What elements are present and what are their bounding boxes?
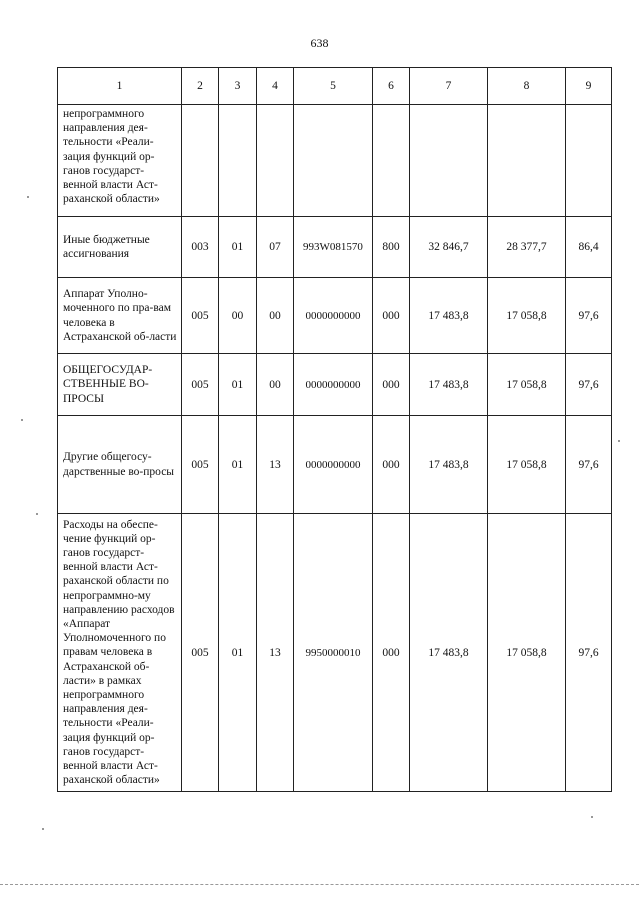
header-col-7: 7 xyxy=(410,68,488,105)
table-row xyxy=(58,416,612,514)
table-row xyxy=(58,217,612,278)
cell-target-code: 0000000000 xyxy=(294,278,373,354)
cell-actual: 28 377,7 xyxy=(488,217,566,278)
row-name: ОБЩЕГОСУДАР-СТВЕННЫЕ ВО-ПРОСЫ xyxy=(58,354,182,416)
header-row xyxy=(58,68,612,105)
cell-admin: 003 xyxy=(182,217,219,278)
cell-admin: 005 xyxy=(182,416,219,514)
scan-speck xyxy=(591,816,593,818)
cell-subsection: 07 xyxy=(257,217,294,278)
page-number: 638 xyxy=(310,36,329,50)
table-row xyxy=(58,105,612,217)
cell-admin: 005 xyxy=(182,278,219,354)
table-row xyxy=(58,354,612,416)
cell-expense-type: 000 xyxy=(373,514,410,792)
header-col-4: 4 xyxy=(257,68,294,105)
row-name: Иные бюджетные ассигнования xyxy=(58,217,182,278)
header-col-9: 9 xyxy=(566,68,612,105)
header-col-2: 2 xyxy=(182,68,219,105)
cell-target-code: 9950000010 xyxy=(294,514,373,792)
header-col-8: 8 xyxy=(488,68,566,105)
cell-admin xyxy=(182,105,219,217)
cell-percent: 97,6 xyxy=(566,416,612,514)
cell-subsection: 00 xyxy=(257,354,294,416)
cell-section: 01 xyxy=(219,416,257,514)
cell-actual: 17 058,8 xyxy=(488,416,566,514)
header-col-1: 1 xyxy=(58,68,182,105)
cell-expense-type: 800 xyxy=(373,217,410,278)
scan-speck xyxy=(27,196,29,198)
cell-percent xyxy=(566,105,612,217)
scan-edge-line xyxy=(0,884,639,885)
cell-expense-type xyxy=(373,105,410,217)
cell-expense-type: 000 xyxy=(373,278,410,354)
scan-speck xyxy=(21,419,23,421)
cell-section: 01 xyxy=(219,217,257,278)
cell-section: 01 xyxy=(219,514,257,792)
cell-expense-type: 000 xyxy=(373,354,410,416)
cell-section: 01 xyxy=(219,354,257,416)
cell-percent: 97,6 xyxy=(566,514,612,792)
cell-actual xyxy=(488,105,566,217)
scan-speck xyxy=(36,513,38,515)
table-row xyxy=(58,278,612,354)
cell-section xyxy=(219,105,257,217)
header-col-5: 5 xyxy=(294,68,373,105)
cell-target-code: 0000000000 xyxy=(294,354,373,416)
cell-admin: 005 xyxy=(182,514,219,792)
cell-section: 00 xyxy=(219,278,257,354)
header-col-6: 6 xyxy=(373,68,410,105)
scan-speck xyxy=(618,440,620,442)
table-row xyxy=(58,514,612,792)
row-name: Расходы на обеспе-чение функций ор-ганов государст-венной власти Аст-раханской области по непрограммно-му направлению расходов «Аппарат Уполномоченного по правам человека в Астраханской об-ласти» в рамках непрограммного направления дея-тельности «Реали-зация функций ор-ганов государст-венной власти Аст-раханской области» xyxy=(58,514,182,792)
row-name: Аппарат Уполно-моченного по пра-вам человека в Астраханской об-ласти xyxy=(58,278,182,354)
header-col-3: 3 xyxy=(219,68,257,105)
cell-target-code: 0000000000 xyxy=(294,416,373,514)
cell-percent: 97,6 xyxy=(566,354,612,416)
cell-actual: 17 058,8 xyxy=(488,354,566,416)
cell-target-code xyxy=(294,105,373,217)
scan-speck xyxy=(42,828,44,830)
cell-subsection: 13 xyxy=(257,514,294,792)
row-name: Другие общегосу-дарственные во-просы xyxy=(58,416,182,514)
cell-subsection xyxy=(257,105,294,217)
row-name: непрограммного направления дея-тельности «Реали-зация функций ор-ганов государст-венной власти Аст-раханской области» xyxy=(58,105,182,217)
cell-plan: 32 846,7 xyxy=(410,217,488,278)
cell-target-code: 993W081570 xyxy=(294,217,373,278)
cell-percent: 86,4 xyxy=(566,217,612,278)
cell-plan: 17 483,8 xyxy=(410,278,488,354)
budget-table xyxy=(57,67,612,792)
cell-subsection: 00 xyxy=(257,278,294,354)
cell-plan: 17 483,8 xyxy=(410,514,488,792)
cell-subsection: 13 xyxy=(257,416,294,514)
cell-actual: 17 058,8 xyxy=(488,278,566,354)
cell-plan xyxy=(410,105,488,217)
cell-admin: 005 xyxy=(182,354,219,416)
cell-percent: 97,6 xyxy=(566,278,612,354)
cell-plan: 17 483,8 xyxy=(410,416,488,514)
cell-plan: 17 483,8 xyxy=(410,354,488,416)
cell-actual: 17 058,8 xyxy=(488,514,566,792)
cell-expense-type: 000 xyxy=(373,416,410,514)
